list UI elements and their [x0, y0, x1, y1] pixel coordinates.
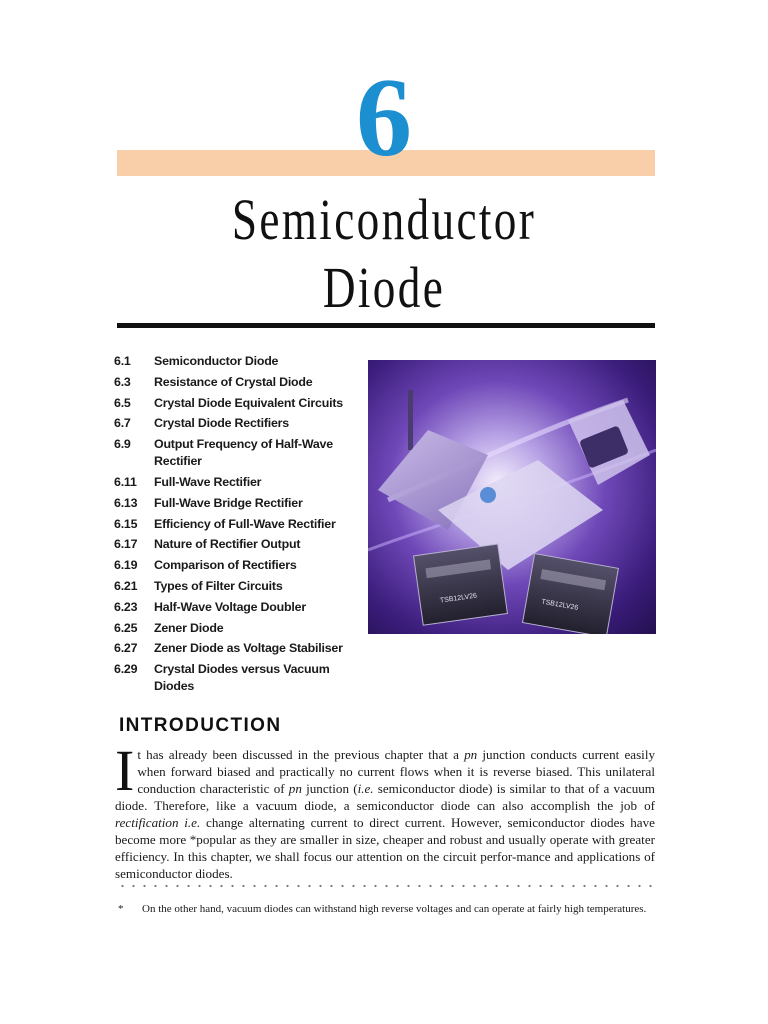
toc-number: 6.11 — [114, 474, 137, 489]
intro-text: t has already been discussed in the previous chapter that a — [137, 747, 465, 762]
chapter-title-line-1: Semiconductor — [231, 187, 537, 252]
footnote-separator — [117, 884, 657, 888]
toc-item — [114, 495, 364, 512]
toc-item — [114, 415, 364, 432]
toc-number: 6.19 — [114, 558, 138, 573]
toc-item — [114, 516, 364, 533]
toc-title: Full-Wave Rectifier — [154, 474, 262, 489]
intro-italic: pn — [464, 747, 478, 762]
toc-item — [114, 640, 364, 657]
toc-item — [114, 620, 364, 637]
title-rule — [117, 323, 655, 328]
toc-number: 6.1 — [114, 354, 131, 368]
toc-number: 6.15 — [114, 516, 138, 531]
drop-cap: I — [115, 738, 135, 803]
intro-italic: i.e. — [357, 781, 374, 796]
introduction-heading: INTRODUCTION — [119, 715, 282, 736]
intro-text: junction ( — [301, 781, 358, 796]
toc-number: 6.9 — [114, 437, 131, 452]
toc-item — [114, 578, 364, 595]
chapter-number: 6 — [356, 56, 412, 180]
chip-left — [414, 544, 508, 625]
footnote-text: On the other hand, vacuum diodes can withstand high reverse voltages and can operate at fairly high temperatures. — [142, 903, 647, 915]
toc-title: Crystal Diodes versus Vacuum Diodes — [154, 662, 330, 694]
toc-number: 6.23 — [114, 599, 138, 614]
toc-number: 6.21 — [114, 578, 138, 593]
chip-right-label: TSB12LV26 — [540, 598, 579, 612]
toc-item — [114, 395, 364, 412]
toc-number: 6.27 — [114, 641, 138, 656]
toc-number: 6.7 — [114, 416, 131, 431]
toc-item — [114, 474, 364, 491]
chapter-photo — [368, 360, 656, 634]
toc-number: 6.13 — [114, 495, 138, 510]
intro-text: change alternating current to direct current. However, semiconductor diodes have become more *popular as they are smaller in size, cheaper and robust and usually operate with greater efficiency. In this chapter, we shall focus our attention on the circuit perfor-mance and applications of semiconductor diodes. — [115, 815, 655, 881]
footnote-mark: * — [118, 903, 124, 915]
intro-italic: rectification i.e. — [115, 815, 201, 830]
toc-title: Full-Wave Bridge Rectifier — [154, 495, 303, 510]
chip-left-label: TSB12LV26 — [439, 592, 478, 605]
footnote — [117, 902, 655, 917]
phone-logo — [480, 487, 496, 503]
toc-title: Half-Wave Voltage Doubler — [154, 599, 306, 614]
toc-number: 6.5 — [114, 395, 131, 410]
toc-item — [114, 353, 364, 370]
phone-antenna — [408, 390, 413, 450]
toc-number: 6.25 — [114, 620, 138, 635]
introduction-paragraph — [115, 738, 656, 882]
toc-item — [114, 557, 364, 574]
intro-text: semiconductor diode) is similar to that of a vacuum diode. Therefore, like a vacuum diode, a semiconductor diode can also accomplish the job of — [115, 781, 655, 813]
toc-title: Semiconductor Diode — [154, 354, 279, 368]
toc-item — [114, 436, 364, 470]
toc-title: Output Frequency of Half-Wave Rectifier — [154, 437, 333, 469]
chip-right — [523, 554, 619, 634]
toc-item — [114, 374, 364, 391]
phones-and-chips-illustration — [368, 360, 656, 634]
toc-number: 6.29 — [114, 662, 138, 677]
chapter-contents-list — [114, 353, 364, 699]
toc-item — [114, 536, 364, 553]
toc-number: 6.17 — [114, 537, 138, 552]
toc-item — [114, 599, 364, 616]
toc-title: Comparison of Rectifiers — [154, 558, 297, 573]
intro-text: junction conducts current easily when forward biased and practically no current flows when it is reverse biased. This unilateral conduction characteristic of — [137, 747, 656, 796]
toc-title: Crystal Diode Rectifiers — [154, 416, 289, 431]
intro-italic: pn — [288, 781, 302, 796]
chapter-title-line-2: Diode — [322, 255, 446, 320]
toc-item — [114, 661, 364, 695]
toc-title: Crystal Diode Equivalent Circuits — [154, 395, 343, 410]
toc-title: Resistance of Crystal Diode — [154, 374, 313, 389]
toc-title: Zener Diode as Voltage Stabiliser — [154, 641, 343, 656]
toc-number: 6.3 — [114, 374, 131, 389]
toc-title: Efficiency of Full-Wave Rectifier — [154, 516, 336, 531]
toc-title: Zener Diode — [154, 620, 224, 635]
toc-title: Types of Filter Circuits — [154, 578, 283, 593]
toc-title: Nature of Rectifier Output — [154, 537, 301, 552]
